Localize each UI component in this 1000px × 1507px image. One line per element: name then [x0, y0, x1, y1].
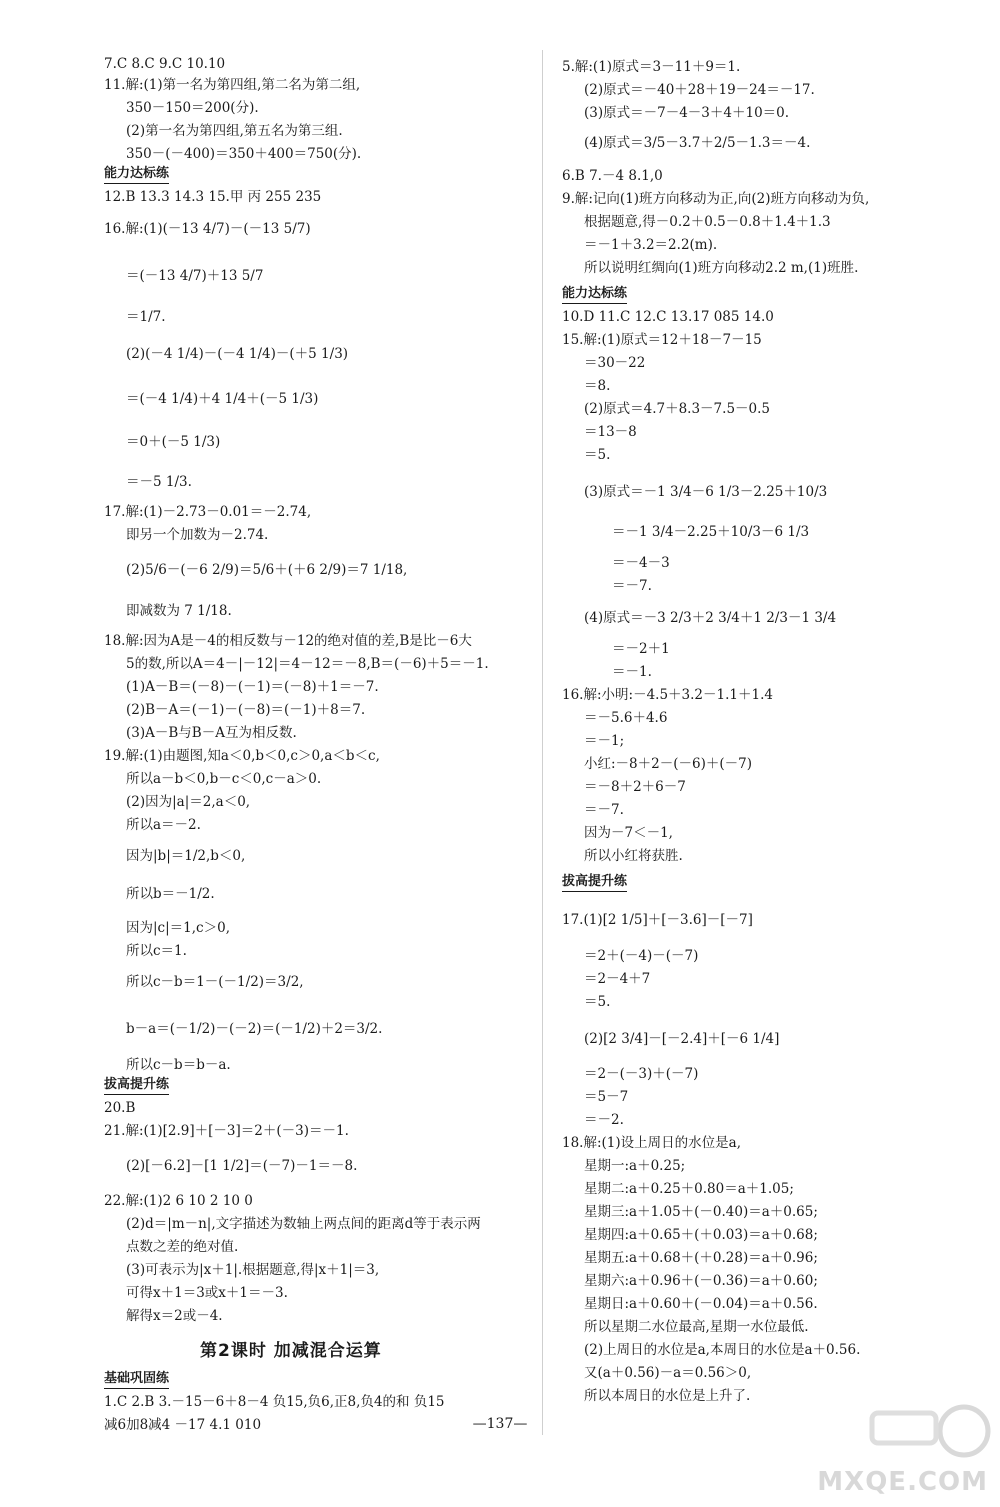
text-line: (2)[－6.2]－[1 1/2]＝(－7)－1＝－8.: [126, 1158, 358, 1174]
section-heading: 能力达标练: [562, 286, 627, 304]
text-line: ＝5－7: [584, 1089, 629, 1105]
text-line: ＝－1＋3.2＝2.2(m).: [584, 237, 718, 253]
text-line: ＝30－22: [584, 355, 646, 371]
text-line: ＝8.: [584, 378, 611, 394]
text-line: 20.B: [104, 1100, 136, 1116]
text-line: 因为－7＜－1,: [584, 825, 673, 841]
text-line: (2)d＝|m－n|,文字描述为数轴上两点间的距离d等于表示两: [126, 1216, 481, 1232]
text-line: (2)原式＝－40＋28＋19－24＝－17.: [584, 82, 815, 98]
text-line: 星期三:a＋1.05＋(－0.40)＝a＋0.65;: [584, 1204, 818, 1220]
text-line: (4)原式＝3/5－3.7＋2/5－1.3＝－4.: [584, 135, 811, 151]
text-line: 可得x＋1＝3或x＋1＝－3.: [126, 1285, 288, 1301]
text-line: 1.C 2.B 3.－15－6＋8－4 负15,负6,正8,负4的和 负15: [104, 1394, 445, 1410]
watermark-text: MXQE.COM: [817, 1467, 988, 1497]
text-line: ＝5.: [584, 447, 611, 463]
text-line: 7.C 8.C 9.C 10.10: [104, 56, 226, 72]
text-line: ＝2＋(－4)－(－7): [584, 948, 699, 964]
text-line: ＝－2.: [584, 1112, 624, 1128]
chapter-title: 第2课时 加减混合运算: [200, 1341, 382, 1361]
text-line: 所以小红将获胜.: [584, 848, 683, 864]
section-heading: 能力达标练: [104, 166, 169, 184]
text-line: 小红:－8＋2－(－6)＋(－7): [584, 756, 752, 772]
watermark-logo: [812, 1391, 992, 1501]
text-line: 10.D 11.C 12.C 13.17 085 14.0: [562, 309, 774, 325]
text-line: 因为|b|＝1/2,b＜0,: [126, 848, 246, 864]
text-line: 所以c－b＝1－(－1/2)＝3/2,: [126, 974, 304, 990]
section-heading: 拔高提升练: [104, 1077, 169, 1095]
text-line: (3)原式＝－7－4－3＋4＋10＝0.: [584, 105, 790, 121]
text-line: 所以c＝1.: [126, 943, 187, 959]
text-line: ＝2－4＋7: [584, 971, 651, 987]
text-line: (4)原式＝－3 2/3＋2 3/4＋1 2/3－1 3/4: [584, 610, 837, 626]
text-line: 350－(－400)＝350＋400＝750(分).: [126, 146, 362, 162]
text-line: 星期四:a＋0.65＋(＋0.03)＝a＋0.68;: [584, 1227, 818, 1243]
text-line: ＝13－8: [584, 424, 637, 440]
text-line: (2)上周日的水位是a,本周日的水位是a＋0.56.: [584, 1342, 861, 1358]
text-line: (2)B－A＝(－1)－(－8)＝(－1)＋8＝7.: [126, 702, 366, 718]
text-line: 18.解:因为A是－4的相反数与－12的绝对值的差,B是比－6大: [104, 633, 472, 649]
text-line: 18.解:(1)设上周日的水位是a,: [562, 1135, 741, 1151]
text-line: (2)因为|a|＝2,a＜0,: [126, 794, 251, 810]
text-line: 350－150＝200(分).: [126, 100, 259, 116]
text-line: (2)第一名为第四组,第五名为第三组.: [126, 123, 343, 139]
text-line: 所以b＝－1/2.: [126, 886, 215, 902]
text-line: ＝－1 3/4－2.25＋10/3－6 1/3: [612, 524, 810, 540]
text-line: 16.解:小明:－4.5＋3.2－1.1＋1.4: [562, 687, 773, 703]
page-number: —137—: [472, 1416, 528, 1432]
text-line: 星期二:a＋0.25＋0.80＝a＋1.05;: [584, 1181, 794, 1197]
text-line: 所以星期二水位最高,星期一水位最低.: [584, 1319, 809, 1335]
text-line: 所以a＝－2.: [126, 817, 201, 833]
text-line: b－a＝(－1/2)－(－2)＝(－1/2)＋2＝3/2.: [126, 1021, 383, 1037]
text-line: 15.解:(1)原式＝12＋18－7－15: [562, 332, 762, 348]
text-line: 17.(1)[2 1/5]＋[－3.6]－[－7]: [562, 912, 753, 928]
text-line: ＝－4－3: [612, 555, 670, 571]
text-line: 所以说明红绸向(1)班方向移动2.2 m,(1)班胜.: [584, 260, 859, 276]
text-line: 所以a－b＜0,b－c＜0,c－a＞0.: [126, 771, 322, 787]
text-line: ＝－5 1/3.: [126, 474, 192, 490]
text-line: (2)5/6－(－6 2/9)＝5/6＋(＋6 2/9)＝7 1/18,: [126, 562, 408, 578]
text-line: ＝－8＋2＋6－7: [584, 779, 686, 795]
text-line: 星期六:a＋0.96＋(－0.36)＝a＋0.60;: [584, 1273, 818, 1289]
text-line: (2)(－4 1/4)－(－4 1/4)－(＋5 1/3): [126, 346, 349, 362]
text-line: ＝5.: [584, 994, 611, 1010]
text-line: ＝－7.: [612, 578, 652, 594]
text-line: 所以本周日的水位是上升了.: [584, 1388, 751, 1404]
text-line: 12.B 13.3 14.3 15.甲 丙 255 235: [104, 189, 322, 205]
text-line: 即另一个加数为－2.74.: [126, 527, 269, 543]
text-line: 又(a＋0.56)－a＝0.56＞0,: [584, 1365, 752, 1381]
text-line: 16.解:(1)(－13 4/7)－(－13 5/7): [104, 221, 311, 237]
text-line: (3)可表示为|x＋1|.根据题意,得|x＋1|＝3,: [126, 1262, 380, 1278]
text-line: ＝－2＋1: [612, 641, 670, 657]
text-line: ＝－7.: [584, 802, 624, 818]
text-line: 5.解:(1)原式＝3－11＋9＝1.: [562, 59, 741, 75]
text-line: 因为|c|＝1,c＞0,: [126, 920, 230, 936]
text-line: 9.解:记向(1)班方向移动为正,向(2)班方向移动为负,: [562, 191, 870, 207]
text-line: 解得x＝2或－4.: [126, 1308, 223, 1324]
text-line: 17.解:(1)－2.73－0.01＝－2.74,: [104, 504, 312, 520]
text-line: ＝(－13 4/7)＋13 5/7: [126, 268, 264, 284]
text-line: 22.解:(1)2 6 10 2 10 0: [104, 1193, 253, 1209]
text-line: (3)A－B与B－A互为相反数.: [126, 725, 297, 741]
text-line: 11.解:(1)第一名为第四组,第二名为第二组,: [104, 77, 361, 93]
text-line: 点数之差的绝对值.: [126, 1239, 239, 1255]
text-line: ＝(－4 1/4)＋4 1/4＋(－5 1/3): [126, 391, 319, 407]
section-heading: 拔高提升练: [562, 874, 627, 892]
text-line: 19.解:(1)由题图,知a＜0,b＜0,c＞0,a＜b＜c,: [104, 748, 380, 764]
text-line: 5的数,所以A＝4－|－12|＝4－12＝－8,B＝(－6)＋5＝－1.: [126, 656, 489, 672]
text-line: ＝1/7.: [126, 309, 166, 325]
text-line: 根据题意,得－0.2＋0.5－0.8＋1.4＋1.3: [584, 214, 831, 230]
text-line: 星期日:a＋0.60＋(－0.04)＝a＋0.56.: [584, 1296, 818, 1312]
text-line: ＝0＋(－5 1/3): [126, 434, 221, 450]
text-line: 星期一:a＋0.25;: [584, 1158, 686, 1174]
text-line: ＝－1;: [584, 733, 625, 749]
text-line: 6.B 7.－4 8.1,0: [562, 168, 663, 184]
text-line: ＝－1.: [612, 664, 652, 680]
text-line: ＝－5.6＋4.6: [584, 710, 668, 726]
text-line: (2)原式＝4.7＋8.3－7.5－0.5: [584, 401, 771, 417]
column-divider: [542, 50, 543, 1435]
text-line: 所以c－b＝b－a.: [126, 1057, 231, 1073]
text-line: (3)原式＝－1 3/4－6 1/3－2.25＋10/3: [584, 484, 828, 500]
text-line: 即减数为 7 1/18.: [126, 603, 232, 619]
text-line: (1)A－B＝(－8)－(－1)＝(－8)＋1＝－7.: [126, 679, 379, 695]
text-line: 星期五:a＋0.68＋(＋0.28)＝a＋0.96;: [584, 1250, 818, 1266]
text-line: (2)[2 3/4]－[－2.4]＋[－6 1/4]: [584, 1031, 780, 1047]
text-line: 21.解:(1)[2.9]＋[－3]＝2＋(－3)＝－1.: [104, 1123, 349, 1139]
text-line: ＝2－(－3)＋(－7): [584, 1066, 699, 1082]
section-heading: 基础巩固练: [104, 1371, 169, 1389]
text-line: 减6加8减4 －17 4.1 010: [104, 1417, 262, 1433]
